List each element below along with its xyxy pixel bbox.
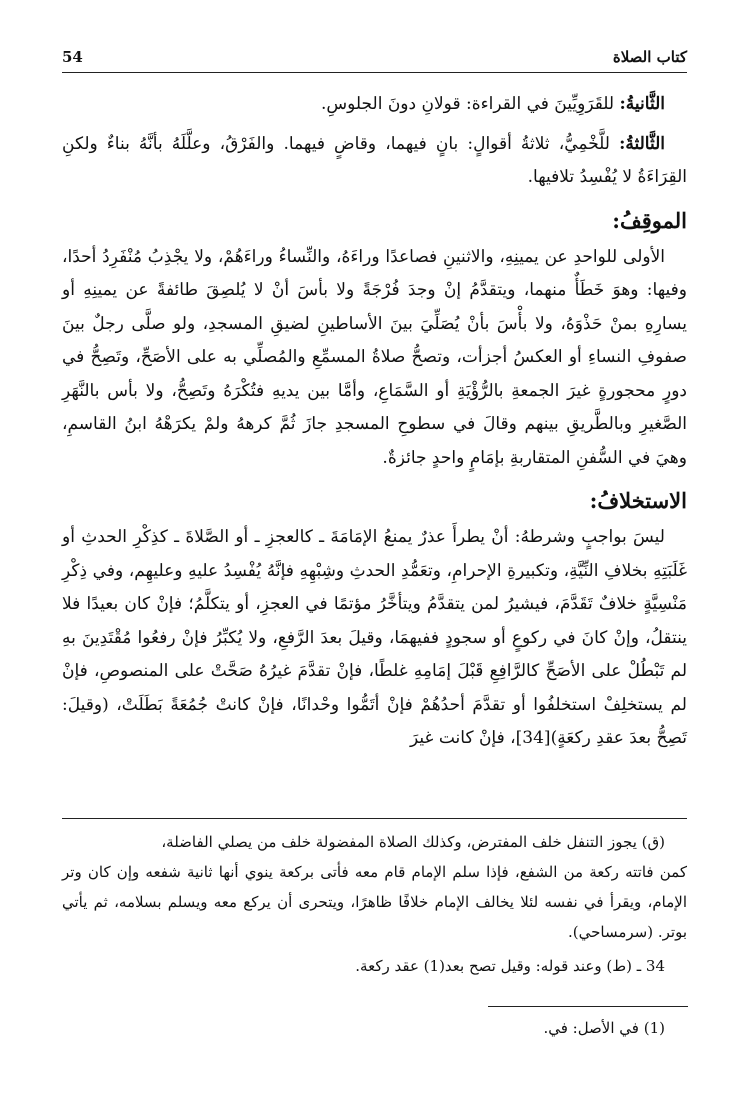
paragraph-mawqif: الأولى للواحدِ عن يمينِهِ، والاثنينِ فصاعدًا وراءَهُ، والنِّساءُ وراءَهُمْ، ولا يجْذِبُ مُنْفَرِدُ أحدًا، وفيها: وهوَ خَطَأٌ منهما، ويتقدَّمُ إنْ وجدَ فُرْجَةً ولا بأسَ أنْ لا يُلصِقَ طائفةً عن يمينِهِ أو يسارِهِ بمنْ حَذْوَهُ، ولا بأْسَ بأنْ يُصَلِّيَ بينَ الأساطينِ لضيقِ المسجدِ، ولو صلَّى رجلٌ بينَ صفوفِ النساءِ أو العكسُ أجزأت، وتصحُّ صلاةُ المسمِّعِ والمُصلِّي به على الأصَحِّ، وتَصِحُّ في دورٍ محجورةٍ غيرَ الجمعةِ بالرُّؤْيَةِ أو السَّمَاعِ، وأمَّا بين يديهِ فتُكْرَهُ وتَصِحُّ، ولا بأس بالنَّهَرِ الصَّغيرِ وبالطَّريقِ بينهم وقالَ في سطوحِ المسجدِ جازَ ثُمَّ كرههُ ولمْ يكرَهْهُ ابنُ القاسمِ، وهيَ في السُّفنِ المتقاربةِ بإمَامٍ واحدٍ جائزةٌ.	[62, 246, 687, 468]
paragraph-text: للَّخْمِيُّ، ثلاثةُ أقوالٍ: بانٍ فيهما، وقاضٍ فيهما. والفَرْقُ، وعلَّلَهُ بأنَّهُ بناءٌ ولكنِ القِرَاءَةُ لا يُفْسِدُ تلافيها.	[62, 133, 687, 187]
paragraph-text: ليسَ بواجبٍ وشرطهُ: أنْ يطرأَ عذرٌ يمنعُ الإمَامَةَ ـ كالعجزِ ـ أو الصَّلاةَ ـ كذِكْرِ الحدثِ أو غَلَبَتِهِ بخلافِ النِّيَّةِ، وتكبيرةِ الإحرامِ، وتعَمُّدِ الحدثِ وشِبْهِهِ فإنَّهُ يُفْسِدُ عليهِ وعليهِم، وفي ذِكْرِ مَنْسِيَّةٍ خلافٌ تَقَدَّمَ، فيشيرُ لمن يتقدَّمُ ويتأخَّرُ مؤتمًا في العجزِ، أو يتكلَّمُ؛ فإنْ كان بعيدًا فلا ينتقلُ، وإنْ كانَ في ركوعٍ أو سجودٍ ففيهمَا، وقيلَ بعدَ الرَّفعِ، ولا يُكبِّرُ فإنْ رفعُوا مُقْتَدِينَ بهِ لم تَبْطُلْ على الأصَحِّ كالرَّافِعِ قَبْلَ إمَامِهِ غلطًا، فإنْ تقدَّمَ غيرُهُ صَحَّتْ على المنصوصِ، فإنْ لم يستخلِفْ استخلفُوا أو تقدَّمَ أحدُهُمْ فإنْ أتَمُّوا وحْدانًا، فإنْ كانتْ جُمُعَةً بَطَلَتْ، (وقيلَ: تَصِحُّ بعدَ عقدِ ركعَةٍ)	[62, 527, 687, 748]
variant-reference-34: [34]	[515, 728, 551, 748]
main-text	[62, 88, 687, 756]
paragraph-text: للقَرَوِيِّينَ في القراءة: قولانِ دونَ الجلوسِ.	[320, 94, 615, 114]
commentary-qaf-continuation: كمن فاتته ركعة من الشفع، فإذا سلم الإمام قام معه فأتى بركعة ينوي أنها ثانية شفعه وإن كان وتر الإمام، ويقرأ في نفسه لئلا يخالف الإمام خلافًا ظاهرًا، ويتحرى أن يركع معه ويسلم بسلامه، ثم يأتي بوتر. (سرمساحي).	[62, 863, 687, 941]
running-title: كتاب الصلاة	[612, 48, 687, 66]
section-heading-istikhlaf: الاستخلافُ:	[589, 488, 687, 513]
commentary-notes	[62, 818, 687, 981]
footnote-divider	[488, 1006, 688, 1007]
commentary-qaf-line-1: (ق) يجوز التنفل خلف المفترض، وكذلك الصلاة المفضولة خلف من يصلي الفاضلة،	[161, 833, 665, 851]
page-header	[62, 48, 687, 70]
paragraph-text-tail: ، فإنْ كانت غيرَ	[410, 728, 516, 748]
header-divider	[62, 72, 687, 73]
page-number: 54	[62, 48, 83, 66]
footnote-1: (1) في الأصل: في.	[543, 1019, 665, 1037]
paragraph-label: الثَّانيةُ:	[619, 94, 665, 114]
paragraph-second	[62, 88, 687, 122]
section-heading-mawqif: الموقِفُ:	[612, 207, 687, 233]
paragraph-istikhlaf	[62, 521, 687, 756]
paragraph-third	[62, 128, 687, 195]
variant-note-34: 34 ـ (ط) وعند قوله: وقيل تصح بعد(1) عقد ركعة.	[355, 957, 665, 975]
paragraph-label: الثَّالثةُ:	[619, 133, 665, 154]
footnotes	[62, 1014, 687, 1042]
